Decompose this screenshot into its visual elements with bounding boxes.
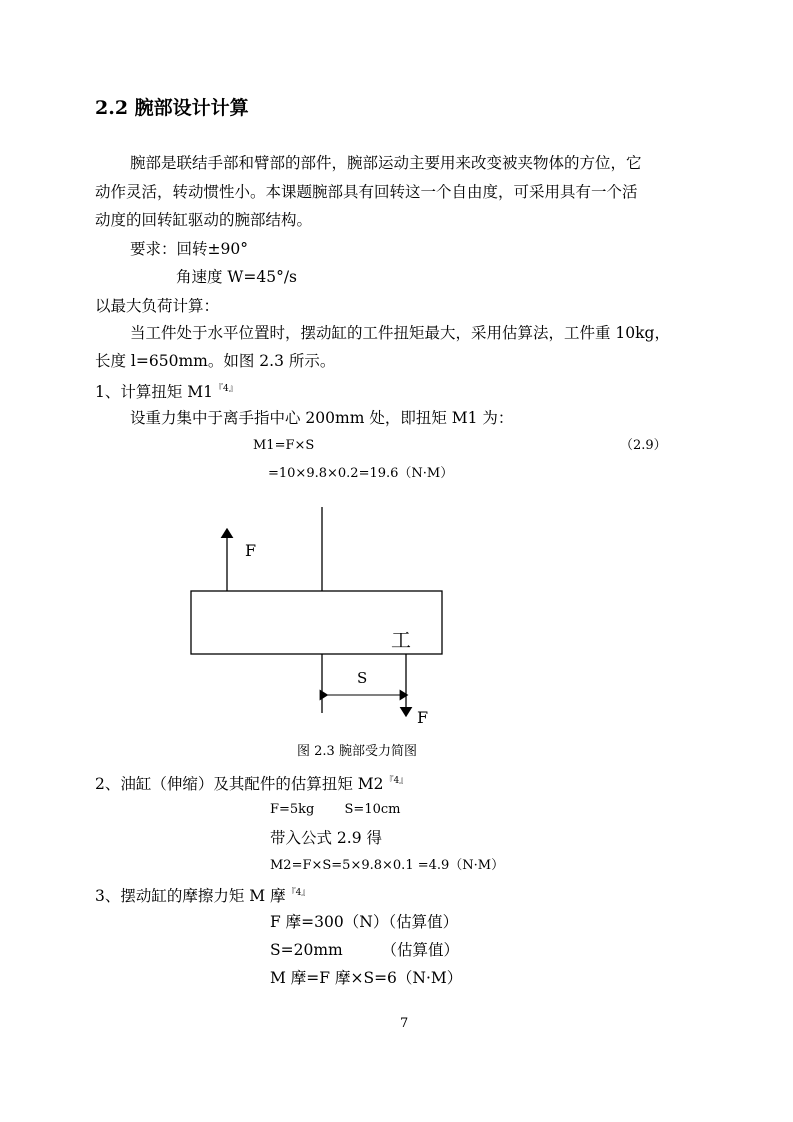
requirement-rotation: 要求：回转±90°	[130, 240, 248, 258]
force-diagram	[0, 500, 793, 760]
intro-line-3: 动度的回转缸驱动的腕部结构。	[95, 211, 313, 229]
citation-ref: 『4』	[384, 776, 409, 786]
item2-line-3: M2=F×S=5×9.8×0.1 =4.9（N·M）	[270, 858, 505, 873]
item3-line-3: M 摩=F 摩×S=6（N·M）	[270, 969, 463, 987]
case-line-1: 当工件处于水平位置时，摆动缸的工件扭矩最大，采用估算法，工件重 10kg，	[130, 324, 670, 342]
equation-number: （2.9）	[620, 438, 667, 453]
item1-text: 设重力集中于离手指中心 200mm 处，即扭矩 M1 为：	[130, 409, 514, 427]
citation-ref: 『4』	[214, 384, 238, 394]
label-s: S	[357, 669, 368, 687]
item2-title: 2、油缸（伸缩）及其配件的估算扭矩 $M2^{『4』}$	[95, 775, 409, 793]
formula-m1: M1=F×S	[253, 438, 315, 453]
label-workpiece: 工	[391, 628, 411, 652]
requirement-angular-velocity: 角速度 W=45°/s	[176, 268, 297, 286]
citation-ref: 『4』	[286, 888, 311, 898]
formula-m1-result: =10×9.8×0.2=19.6（N·M）	[268, 466, 454, 481]
item1-title: 1、计算扭矩 $M1^{『4』}$	[95, 383, 238, 401]
section-title: 2.2 腕部设计计算	[95, 97, 249, 119]
item3-line-2: S=20mm （估算值）	[270, 941, 459, 959]
item3-title: 3、摆动缸的摩擦力矩 M 摩$^{『4』}$	[95, 887, 311, 905]
item3-line-1: F 摩=300（N）（估算值）	[270, 913, 459, 931]
case-line-2: 长度 l=650mm。如图 2.3 所示。	[95, 352, 336, 370]
intro-line-1: 腕部是联结手部和臂部的部件，腕部运动主要用来改变被夹物体的方位，它	[130, 154, 642, 172]
item2-line-2: 带入公式 2.9 得	[270, 829, 383, 847]
max-load-heading: 以最大负荷计算：	[95, 297, 220, 315]
item2-line-1: F=5kg S=10cm	[270, 802, 401, 817]
page-number: 7	[400, 1016, 409, 1031]
label-f-bottom: F	[417, 708, 429, 727]
intro-line-2: 动作灵活，转动惯性小。本课题腕部具有回转这一个自由度，可采用具有一个活	[95, 183, 638, 201]
figure-caption: 图 2.3 腕部受力简图	[297, 744, 417, 759]
label-f-top: F	[245, 541, 257, 560]
